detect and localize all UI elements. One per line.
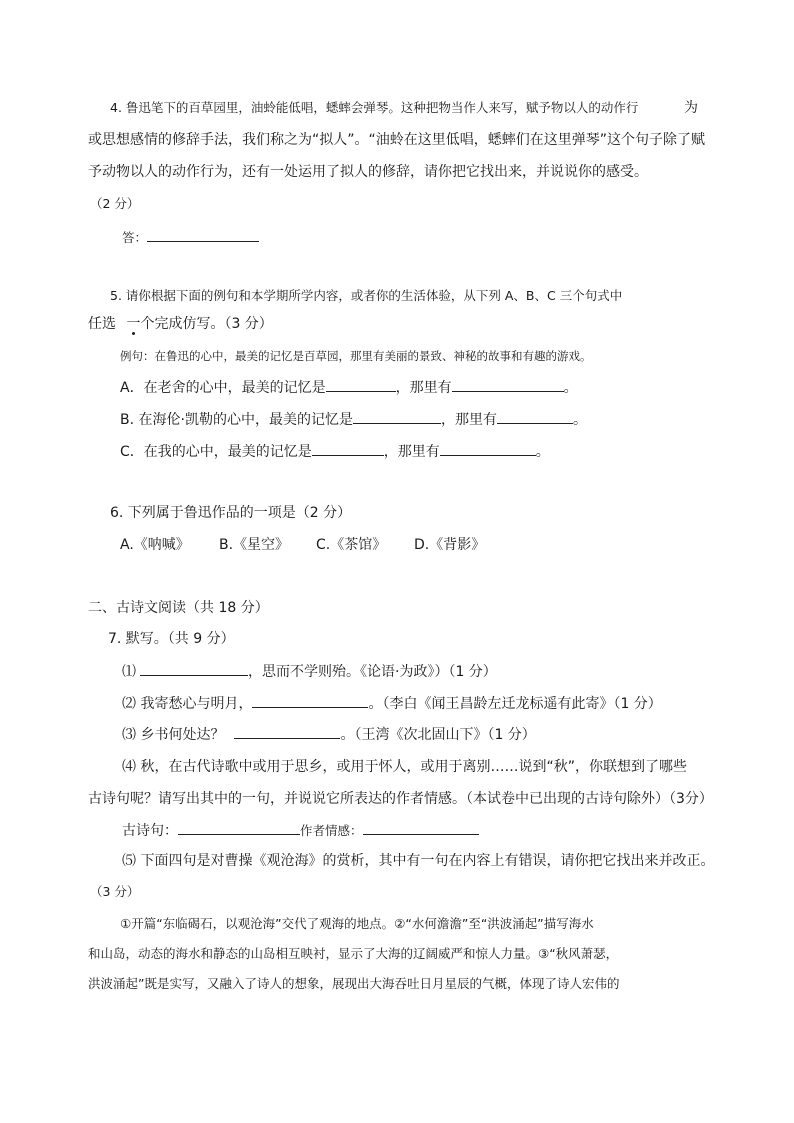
q6-option-a: A.《呐喊》 <box>120 537 190 553</box>
q7-item2-post: 。（李白《闻王昌龄左迁龙标遥有此寄》（1 分） <box>368 696 662 712</box>
q5-line1: 5. 请你根据下面的例句和本学期所学内容，或者你的生活体验，从下列 A、B、C 三个句式中 <box>110 288 623 303</box>
q5-c-blank2[interactable] <box>440 441 536 456</box>
q5-b-blank1[interactable] <box>353 409 441 424</box>
q7-item2-pre: ⑵ 我寄愁心与明月， <box>122 696 253 712</box>
q6-stem: 6. 下列属于鲁迅作品的一项是（2 分） <box>110 505 352 521</box>
q7-item5-line1: ⑸ 下面四句是对曹操《观沧海》的赏析，其中有一句在内容上有错误，请你把它找出来并改正。 <box>122 853 715 869</box>
q4-line1-end: 为 <box>684 100 698 116</box>
q7-item1-text: ，思而不学则殆。《论语·为政》）（1 分） <box>248 664 497 680</box>
q5-example: 例句：在鲁迅的心中，最美的记忆是百草园，那里有美丽的景致、神秘的故事和有趣的游戏。 <box>120 349 592 363</box>
q7-item5-passage-line3: 洪波涌起”既是实写，又融入了诗人的想象，展现出大海吞吐日月星辰的气概，体现了诗人宏伟的 <box>88 976 620 991</box>
q5-b-mid: ，那里有 <box>440 412 497 428</box>
q5-line2-c: 个完成仿写。（3 分） <box>140 316 273 332</box>
q5-line2-b: 一 <box>126 316 141 332</box>
q4-line3: 予动物以人的动作行为，还有一处运用了拟人的修辞，请你把它找出来，并说说你的感受。 <box>88 164 648 180</box>
q4-line2: 或思想感情的修辞手法，我们称之为“拟人”。“油蛉在这里低唱，蟋蟀们在这里弹琴”这个句子除了赋 <box>88 132 706 148</box>
q7-item4-answer-row <box>122 820 479 841</box>
q5-option-a <box>120 377 578 398</box>
q5-c-blank1[interactable] <box>312 441 384 456</box>
q5-b-blank2[interactable] <box>497 409 573 424</box>
q5-line2 <box>88 314 273 334</box>
q7-emotion-blank[interactable] <box>363 820 479 835</box>
q4-answer-label: 答： <box>122 230 148 245</box>
q7-item3-blank[interactable] <box>234 724 340 739</box>
q4-score: （2 分） <box>90 196 140 211</box>
q5-a-mid: ，那里有 <box>395 380 452 396</box>
q7-item3-pre: ⑶ 乡书何处达？ <box>122 727 225 743</box>
section2-heading: 二、古诗文阅读（共 18 分） <box>88 600 269 616</box>
q7-item1-num: ⑴ <box>122 664 136 680</box>
q7-item5-passage-line2: 和山岛，动态的海水和静态的山岛相互映衬，显示了大海的辽阔威严和惊人力量。③“秋风萧瑟， <box>88 946 619 961</box>
q4-line1: 4. 鲁迅笔下的百草园里，油蛉能低唱，蟋蟀会弹琴。这种把物当作人来写，赋予物以人的动作行 <box>110 100 639 115</box>
q7-item4-line1: ⑷ 秋，在古代诗歌中或用于思乡，或用于怀人，或用于离别……说到“秋”，你联想到了哪些 <box>122 759 687 775</box>
q5-c-pre: C．在我的心中，最美的记忆是 <box>120 444 312 460</box>
q5-line2-a: 任选 <box>88 316 116 332</box>
q7-item1 <box>122 661 497 682</box>
q7-item5-score: （3 分） <box>90 884 140 899</box>
q5-a-end: 。 <box>563 380 578 396</box>
q6-option-c: C.《茶馆》 <box>316 537 387 553</box>
q6-option-d: D.《背影》 <box>414 537 486 553</box>
q7-poem-blank[interactable] <box>178 820 300 835</box>
q7-item3 <box>122 724 536 745</box>
q7-item2 <box>122 693 662 714</box>
q7-item4-line2: 古诗句呢？请写出其中的一句，并说说它所表达的作者情感。（本试卷中已出现的古诗句除外）（3分） <box>88 791 713 807</box>
q5-a-blank2[interactable] <box>452 377 564 392</box>
q5-c-end: 。 <box>535 444 550 460</box>
q5-b-end: 。 <box>572 412 587 428</box>
q5-b-pre: B. 在海伦·凯勒的心中，最美的记忆是 <box>120 412 353 428</box>
q6-option-b: B.《星空》 <box>219 537 290 553</box>
q7-poem-label: 古诗句： <box>122 823 178 839</box>
q7-item5-passage-line1: ①开篇“东临碣石，以观沧海”交代了观海的地点。②“水何澹澹”至“洪波涌起”描写海水 <box>120 916 594 931</box>
q5-option-b <box>120 409 587 430</box>
q5-c-mid: ，那里有 <box>383 444 440 460</box>
q7-item1-blank[interactable] <box>140 661 248 676</box>
q7-item3-post: 。（王湾《次北固山下》（1 分） <box>340 727 536 743</box>
q7-item2-blank[interactable] <box>252 693 368 708</box>
q4-answer-row <box>122 227 259 248</box>
q5-a-blank1[interactable] <box>326 377 396 392</box>
q5-option-c <box>120 441 550 462</box>
q7-emotion-label: 作者情感： <box>300 823 363 838</box>
q7-heading: 7. 默写。（共 9 分） <box>108 631 235 647</box>
q4-answer-blank[interactable] <box>147 227 259 242</box>
q5-a-pre: A．在老舍的心中，最美的记忆是 <box>120 380 326 396</box>
